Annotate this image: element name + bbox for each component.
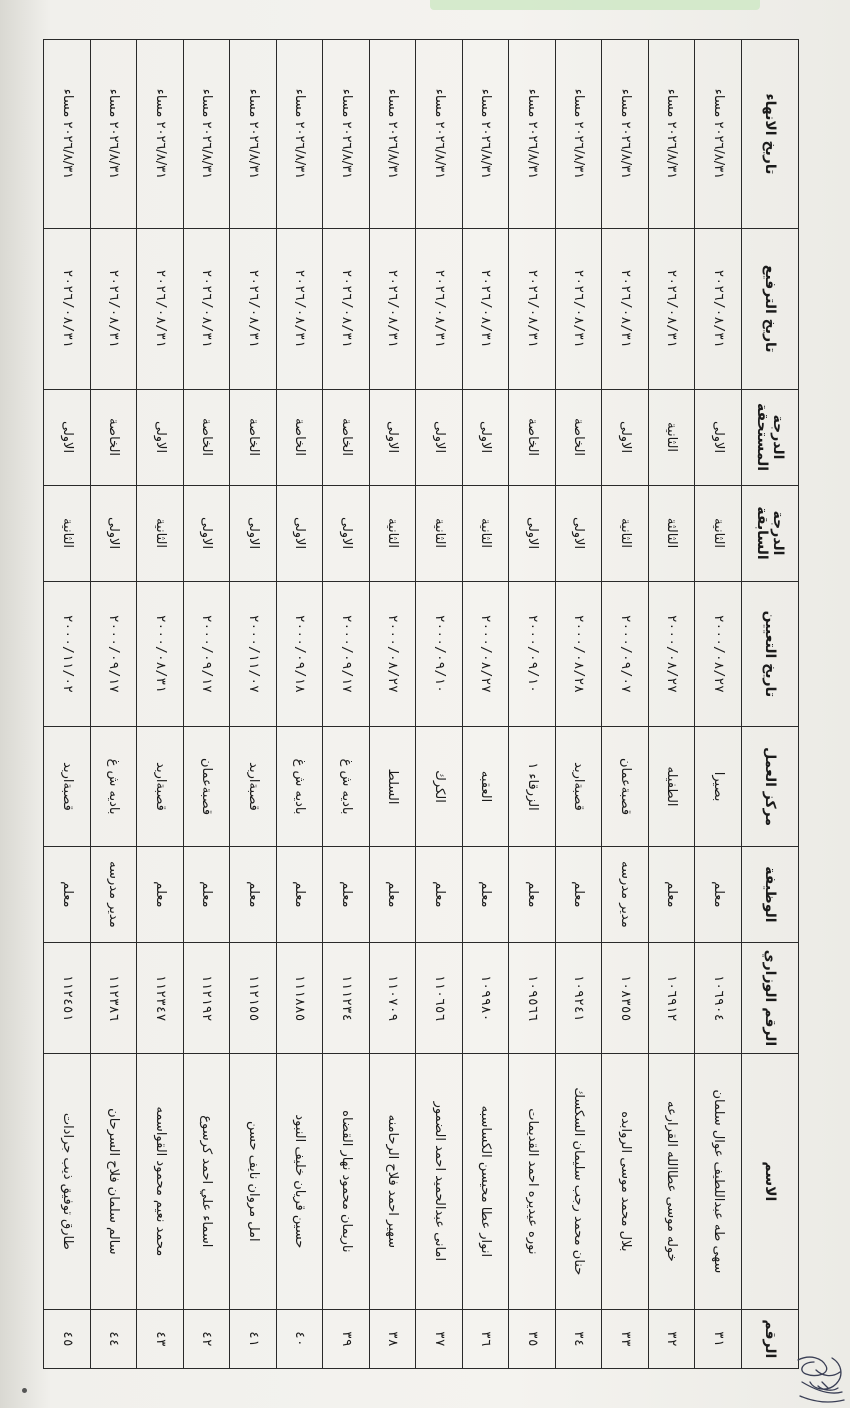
- cell-work-center: قصبةاربد: [44, 727, 91, 847]
- cell-due-grade: الخاصة: [556, 389, 603, 485]
- cell-end-date: ٢٠٢٦/٨/٣١ مساء: [44, 40, 91, 229]
- cell-end-date: ٢٠٢٦/٨/٣١ مساء: [370, 40, 417, 229]
- cell-ministry-no: ١٠٨٣٥٥: [602, 942, 649, 1053]
- cell-prev-grade: الثانية: [416, 485, 463, 581]
- cell-appointment-date: ٢٠٠٠/٠٩/١٧: [323, 581, 370, 727]
- cell-due-grade: الخاصة: [509, 389, 556, 485]
- cell-work-center: قصبةاربد: [556, 727, 603, 847]
- cell-prev-grade: الاولى: [323, 485, 370, 581]
- table-row: [137, 40, 184, 1369]
- cell-job: معلم: [370, 846, 417, 942]
- cell-name: سهى طه عبداللطيف عوال سلمان: [695, 1054, 742, 1310]
- cell-appointment-date: ٢٠٠٠/٠٨/٢٧: [370, 581, 417, 727]
- column-header-text: تاريخ الانهاء: [762, 93, 779, 175]
- cell-ministry-no: ١١١٨٨٥: [277, 942, 324, 1053]
- cell-name: سهير احمد فلاح الرحامنه: [370, 1054, 417, 1310]
- cell-appointment-date: ٢٠٠٠/٠٨/٢٧: [463, 581, 510, 727]
- column-header-text: الاسم: [762, 1161, 779, 1202]
- cell-job: معلم: [509, 846, 556, 942]
- cell-work-center: باديه ش غ: [323, 727, 370, 847]
- cell-ministry-no: ١٠٩٢٤١: [556, 942, 603, 1053]
- cell-due-grade: الاولى: [370, 389, 417, 485]
- cell-prev-grade: الثانية: [370, 485, 417, 581]
- cell-end-date: ٢٠٢٦/٨/٣١ مساء: [184, 40, 231, 229]
- cell-seq: ٣٧: [416, 1309, 463, 1368]
- cell-promotion-date: ٢٠٢٦/٠٨/٣١: [416, 228, 463, 389]
- column-header-text: الرقم: [762, 1319, 779, 1359]
- cell-prev-grade: الاولى: [509, 485, 556, 581]
- cell-end-date: ٢٠٢٦/٨/٣١ مساء: [695, 40, 742, 229]
- cell-appointment-date: ٢٠٠٠/٠٨/٢٧: [649, 581, 696, 727]
- column-header-text: الدرجة: [770, 510, 787, 556]
- table-row: [649, 40, 696, 1369]
- cell-due-grade: الخاصة: [230, 389, 277, 485]
- cell-seq: ٣٢: [649, 1309, 696, 1368]
- column-header-seq: [742, 1309, 799, 1368]
- cell-prev-grade: الاولى: [91, 485, 138, 581]
- cell-promotion-date: ٢٠٢٦/٠٨/٣١: [509, 228, 556, 389]
- column-header-text: تاريخ الترفيع: [762, 264, 779, 353]
- table-row: [91, 40, 138, 1369]
- cell-promotion-date: ٢٠٢٦/٠٨/٣١: [277, 228, 324, 389]
- table-row: [230, 40, 277, 1369]
- cell-ministry-no: ١٠٦٩٠٤: [695, 942, 742, 1053]
- column-header-name: [742, 1054, 799, 1310]
- table-row: [509, 40, 556, 1369]
- cell-seq: ٤١: [230, 1309, 277, 1368]
- table-row: [184, 40, 231, 1369]
- cell-work-center: قصبةعمان: [184, 727, 231, 847]
- cell-name: بلال محمد موسى الروابده: [602, 1054, 649, 1310]
- cell-promotion-date: ٢٠٢٦/٠٨/٣١: [556, 228, 603, 389]
- cell-appointment-date: ٢٠٠٠/٠٨/٢٨: [556, 581, 603, 727]
- column-header-text: الوظيفة: [762, 866, 779, 923]
- table-header-row: [742, 40, 799, 1369]
- cell-promotion-date: ٢٠٢٦/٠٨/٣١: [649, 228, 696, 389]
- table-row: [602, 40, 649, 1369]
- cell-name: طارق توفيق ذيب جرادات: [44, 1054, 91, 1310]
- cell-work-center: الطفيله: [649, 727, 696, 847]
- cell-seq: ٣٣: [602, 1309, 649, 1368]
- cell-end-date: ٢٠٢٦/٨/٣١ مساء: [416, 40, 463, 229]
- cell-work-center: السلط: [370, 727, 417, 847]
- cell-promotion-date: ٢٠٢٦/٠٨/٣١: [230, 228, 277, 389]
- cell-job: معلم: [463, 846, 510, 942]
- cell-work-center: الكرك: [416, 727, 463, 847]
- cell-job: معلم: [556, 846, 603, 942]
- cell-prev-grade: الاولى: [230, 485, 277, 581]
- cell-due-grade: الاولى: [602, 389, 649, 485]
- cell-appointment-date: ٢٠٠٠/٠٩/١٧: [184, 581, 231, 727]
- cell-due-grade: الخاصة: [277, 389, 324, 485]
- cell-work-center: باديه ش غ: [91, 727, 138, 847]
- cell-seq: ٤٥: [44, 1309, 91, 1368]
- cell-seq: ٣٩: [323, 1309, 370, 1368]
- column-header-work-center: [742, 727, 799, 847]
- cell-promotion-date: ٢٠٢٦/٠٨/٣١: [323, 228, 370, 389]
- scan-speck: [22, 1388, 27, 1393]
- cell-work-center: باديه ش غ: [277, 727, 324, 847]
- cell-job: معلم: [230, 846, 277, 942]
- cell-job: مدير مدرسه: [602, 846, 649, 942]
- column-header-text: الرقم الوزاري: [762, 949, 779, 1047]
- cell-job: معلم: [695, 846, 742, 942]
- cell-promotion-date: ٢٠٢٦/٠٨/٣١: [695, 228, 742, 389]
- cell-seq: ٣١: [695, 1309, 742, 1368]
- cell-job: معلم: [323, 846, 370, 942]
- cell-promotion-date: ٢٠٢٦/٠٨/٣١: [463, 228, 510, 389]
- cell-ministry-no: ١١٠٧٠٩: [370, 942, 417, 1053]
- cell-ministry-no: ١١٢٤٥١: [44, 942, 91, 1053]
- cell-prev-grade: الثانية: [137, 485, 184, 581]
- cell-name: حنان محمد رجب سليمان السكسك: [556, 1054, 603, 1310]
- table-body: [44, 40, 742, 1369]
- table-row: [556, 40, 603, 1369]
- table-row: [463, 40, 510, 1369]
- cell-work-center: بصيرا: [695, 727, 742, 847]
- cell-ministry-no: ١١٢٣٨٦: [91, 942, 138, 1053]
- column-header-text: السابقة: [754, 506, 770, 560]
- rotated-document-sheet: [45, 24, 805, 1384]
- cell-appointment-date: ٢٠٠٠/١١/٠٧: [230, 581, 277, 727]
- cell-seq: ٤٣: [137, 1309, 184, 1368]
- cell-end-date: ٢٠٢٦/٨/٣١ مساء: [137, 40, 184, 229]
- column-header-job: [742, 846, 799, 942]
- cell-prev-grade: الثانية: [463, 485, 510, 581]
- cell-name: خوله موسى عطاالله القرارعه: [649, 1054, 696, 1310]
- column-header-due-grade: [742, 389, 799, 485]
- cell-job: معلم: [649, 846, 696, 942]
- cell-end-date: ٢٠٢٦/٨/٣١ مساء: [602, 40, 649, 229]
- cell-ministry-no: ١١٢١٩٢: [184, 942, 231, 1053]
- cell-job: معلم: [277, 846, 324, 942]
- cell-job: معلم: [416, 846, 463, 942]
- cell-end-date: ٢٠٢٦/٨/٣١ مساء: [230, 40, 277, 229]
- cell-name: محمد نعيم محمود القواسمه: [137, 1054, 184, 1310]
- column-header-text: الدرجة: [770, 414, 787, 460]
- table-row: [370, 40, 417, 1369]
- cell-seq: ٣٥: [509, 1309, 556, 1368]
- cell-work-center: قصبةعمان: [602, 727, 649, 847]
- cell-seq: ٣٦: [463, 1309, 510, 1368]
- cell-due-grade: الثانية: [649, 389, 696, 485]
- cell-job: معلم: [44, 846, 91, 942]
- cell-seq: ٤٤: [91, 1309, 138, 1368]
- cell-appointment-date: ٢٠٠٠/٠٩/١٧: [91, 581, 138, 727]
- cell-promotion-date: ٢٠٢٦/٠٨/٣١: [44, 228, 91, 389]
- table-row: [695, 40, 742, 1369]
- table-row: [416, 40, 463, 1369]
- cell-appointment-date: ٢٠٠٠/٠٩/٠٧: [602, 581, 649, 727]
- cell-name: نوره عيديره احمد القديمات: [509, 1054, 556, 1310]
- cell-ministry-no: ١١٢١٥٥: [230, 942, 277, 1053]
- cell-appointment-date: ٢٠٠٠/٠٨/٣١: [137, 581, 184, 727]
- cell-prev-grade: الثانية: [44, 485, 91, 581]
- cell-seq: ٣٤: [556, 1309, 603, 1368]
- cell-end-date: ٢٠٢٦/٨/٣١ مساء: [509, 40, 556, 229]
- cell-end-date: ٢٠٢٦/٨/٣١ مساء: [463, 40, 510, 229]
- cell-ministry-no: ١٠٩٩٨٠: [463, 942, 510, 1053]
- column-header-ministry-no: [742, 942, 799, 1053]
- cell-name: ناريمان محمود نهار القضاه: [323, 1054, 370, 1310]
- cell-name: حسين قريان خليف النبود: [277, 1054, 324, 1310]
- cell-prev-grade: الثانية: [695, 485, 742, 581]
- cell-promotion-date: ٢٠٢٦/٠٨/٣١: [91, 228, 138, 389]
- cell-seq: ٤٠: [277, 1309, 324, 1368]
- cell-promotion-date: ٢٠٢٦/٠٨/٣١: [602, 228, 649, 389]
- table-row: [44, 40, 91, 1369]
- column-header-text: مركز العمل: [762, 747, 779, 827]
- cell-work-center: الزرقاء ١: [509, 727, 556, 847]
- table-row: [323, 40, 370, 1369]
- cell-job: مدير مدرسه: [91, 846, 138, 942]
- cell-work-center: العقبه: [463, 727, 510, 847]
- handwritten-signature: [792, 1352, 848, 1406]
- cell-due-grade: الخاصة: [184, 389, 231, 485]
- cell-work-center: قصبةاربد: [137, 727, 184, 847]
- cell-end-date: ٢٠٢٦/٨/٣١ مساء: [649, 40, 696, 229]
- cell-name: سالم سلمان فلاح السرحان: [91, 1054, 138, 1310]
- cell-prev-grade: الاولى: [184, 485, 231, 581]
- column-header-appointment-date: [742, 581, 799, 727]
- cell-end-date: ٢٠٢٦/٨/٣١ مساء: [556, 40, 603, 229]
- column-header-end-date: [742, 40, 799, 229]
- cell-ministry-no: ١١١٢٣٤: [323, 942, 370, 1053]
- column-header-promotion-date: [742, 228, 799, 389]
- cell-name: امل مروان نايف حسن: [230, 1054, 277, 1310]
- cell-name: انوار عطا محيسن الكساسبه: [463, 1054, 510, 1310]
- cell-prev-grade: الثالثة: [649, 485, 696, 581]
- cell-job: معلم: [184, 846, 231, 942]
- cell-work-center: قصبةاربد: [230, 727, 277, 847]
- cell-appointment-date: ٢٠٠٠/٠٩/١٨: [277, 581, 324, 727]
- cell-end-date: ٢٠٢٦/٨/٣١ مساء: [277, 40, 324, 229]
- cell-job: معلم: [137, 846, 184, 942]
- cell-ministry-no: ١٠٦٩١٢: [649, 942, 696, 1053]
- cell-ministry-no: ١١٠٦٥٦: [416, 942, 463, 1053]
- cell-appointment-date: ٢٠٠٠/٠٨/٢٧: [695, 581, 742, 727]
- cell-promotion-date: ٢٠٢٦/٠٨/٣١: [137, 228, 184, 389]
- cell-due-grade: الاولى: [463, 389, 510, 485]
- cell-ministry-no: ١٠٩٥٦٦: [509, 942, 556, 1053]
- cell-due-grade: الخاصة: [323, 389, 370, 485]
- cell-ministry-no: ١١٢٣٤٧: [137, 942, 184, 1053]
- column-header-prev-grade: [742, 485, 799, 581]
- cell-appointment-date: ٢٠٠٠/١١/٠٢: [44, 581, 91, 727]
- cell-due-grade: الاولى: [695, 389, 742, 485]
- cell-name: امانى عبدالحميد احمد الضمور: [416, 1054, 463, 1310]
- column-header-text: تاريخ التعيين: [762, 610, 779, 698]
- cell-prev-grade: الاولى: [556, 485, 603, 581]
- cell-due-grade: الاولى: [44, 389, 91, 485]
- cell-seq: ٤٢: [184, 1309, 231, 1368]
- cell-appointment-date: ٢٠٠٠/٠٩/١٠: [416, 581, 463, 727]
- cell-appointment-date: ٢٠٠٠/٠٩/١٠: [509, 581, 556, 727]
- table-row: [277, 40, 324, 1369]
- cell-due-grade: الخاصة: [91, 389, 138, 485]
- cell-end-date: ٢٠٢٦/٨/٣١ مساء: [91, 40, 138, 229]
- personnel-table: [44, 39, 800, 1369]
- cell-promotion-date: ٢٠٢٦/٠٨/٣١: [370, 228, 417, 389]
- cell-promotion-date: ٢٠٢٦/٠٨/٣١: [184, 228, 231, 389]
- green-tab-strip: [430, 0, 760, 10]
- cell-seq: ٣٨: [370, 1309, 417, 1368]
- cell-prev-grade: الثانية: [602, 485, 649, 581]
- cell-name: اسماء علي احمد كرسوع: [184, 1054, 231, 1310]
- cell-end-date: ٢٠٢٦/٨/٣١ مساء: [323, 40, 370, 229]
- cell-due-grade: الاولى: [137, 389, 184, 485]
- cell-due-grade: الاولى: [416, 389, 463, 485]
- column-header-text: المستحقة: [754, 403, 770, 472]
- cell-prev-grade: الاولى: [277, 485, 324, 581]
